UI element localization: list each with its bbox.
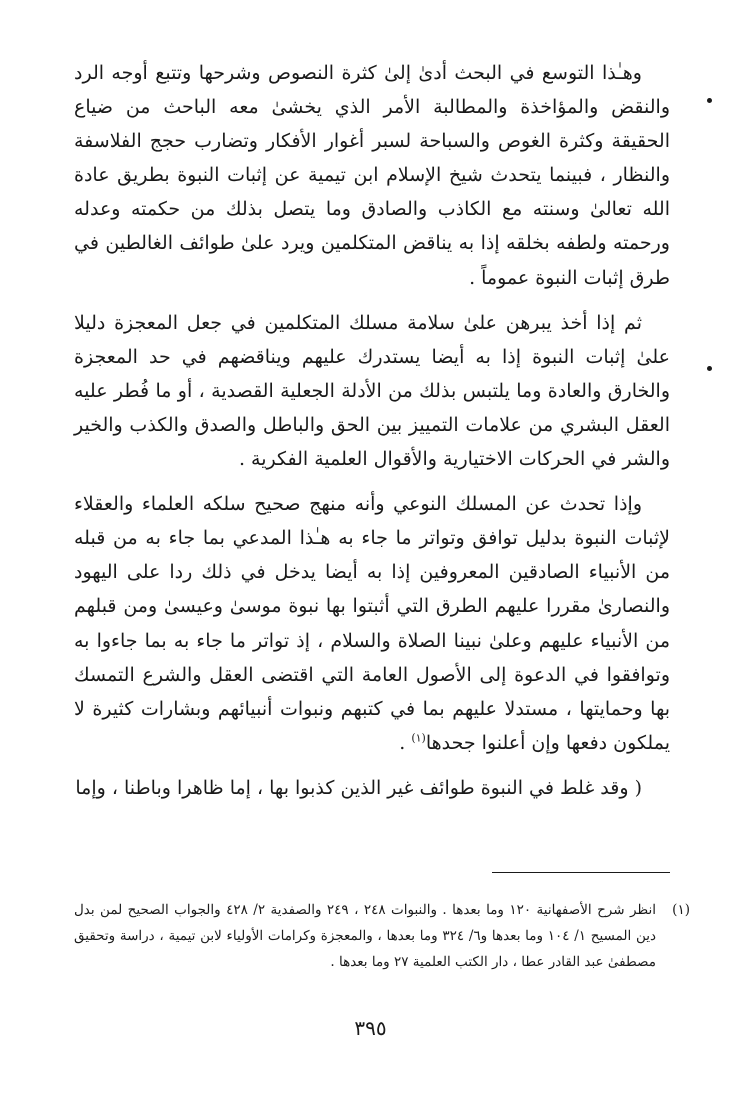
- footnote-item: [74, 897, 690, 975]
- paragraph-1: وهـٰذا التوسع في البحث أدىٰ إلىٰ كثرة النصوص وشرحها وتتبع أوجه الرد والنقض والمؤاخذة والمطالبة الأمر الذي يخشىٰ معه الباحث من ضياع الحقيقة وكثرة الغوص والسباحة لسبر أغوار الأفكار وتضارب حجج الفلاسفة والنظار ، فبينما يتحدث شيخ الإسلام ابن تيمية عن إثبات النبوة بطريق عادة الله تعالىٰ وسنته مع الكاذب والصادق وما يتصل بذلك من حكمته وعدله ورحمته ولطفه بخلقه إذا به يناقض المتكلمين ويرد علىٰ طوائف الغالطين في طرق إثبات النبوة عموماً .: [74, 62, 670, 289]
- footnote-number: (١): [672, 902, 690, 918]
- main-text: [74, 56, 670, 805]
- footnote-separator: [492, 872, 670, 873]
- margin-dot: [707, 98, 712, 103]
- paragraph-3-tail: .: [399, 731, 412, 754]
- margin-dot: [707, 366, 712, 371]
- footnote-text: انظر شرح الأصفهانية ١٢٠ وما بعدها . والنبوات ٢٤٨ ، ٢٤٩ والصفدية ٢/ ٤٢٨ والجواب الصحيح لمن بدل دين المسيح ١/ ١٠٤ وما بعدها و٦/ ٣٢٤ وما بعدها ، والمعجزة وكرامات الأولياء لابن تيمية ، دراسة وتحقيق مصطفىٰ عبد القادر عطا ، دار الكتب العلمية ٢٧ وما بعدها .: [74, 902, 656, 970]
- footnote-reference[interactable]: (١): [411, 731, 426, 745]
- page-number: ٣٩٥: [354, 1016, 387, 1040]
- paragraph-2: ثم إذا أخذ يبرهن علىٰ سلامة مسلك المتكلمين في جعل المعجزة دليلا علىٰ إثبات النبوة إذا به أيضا يستدرك عليهم ويناقضهم في حد المعجزة والخارق والعادة وما يلتبس بذلك من الأدلة الجعلية القصدية ، أو ما فُطر عليه العقل البشري من علامات التمييز بين الحق والباطل والصدق والكذب والخير والشر في الحركات الاختيارية والأقوال العلمية الفكرية .: [74, 311, 670, 471]
- paragraph-3: [74, 487, 670, 760]
- footnotes: [74, 897, 690, 975]
- paragraph-4: ( وقد غلط في النبوة طوائف غير الذين كذبوا بها ، إما ظاهرا وباطنا ، وإما: [75, 776, 642, 799]
- paragraph-3-text: وإذا تحدث عن المسلك النوعي وأنه منهج صحيح سلكه العلماء والعقلاء لإثبات النبوة بدليل توافق وتواتر ما جاء به هـٰذا المدعي بما جاء به من قبله من الأنبياء الصادقين المعروفين إذا به أيضا يدخل في ذلك ردا على اليهود والنصارىٰ مقررا عليهم الطرق التي أثبتوا بها نبوة موسىٰ وعيسىٰ ومن قبلهم من الأنبياء عليهم وعلىٰ نبينا الصلاة والسلام ، إذ تواتر ما جاء به بما جاءوا به وتوافقوا في الدعوة إلى الأصول العامة التي اقتضى العقل والشرع التمسك بها وحمايتها ، مستدلا عليهم بما في كتبهم ونبوات أنبيائهم وبشارات كثيرة لا يملكون دفعها وإن أعلنوا جحدها: [74, 493, 670, 754]
